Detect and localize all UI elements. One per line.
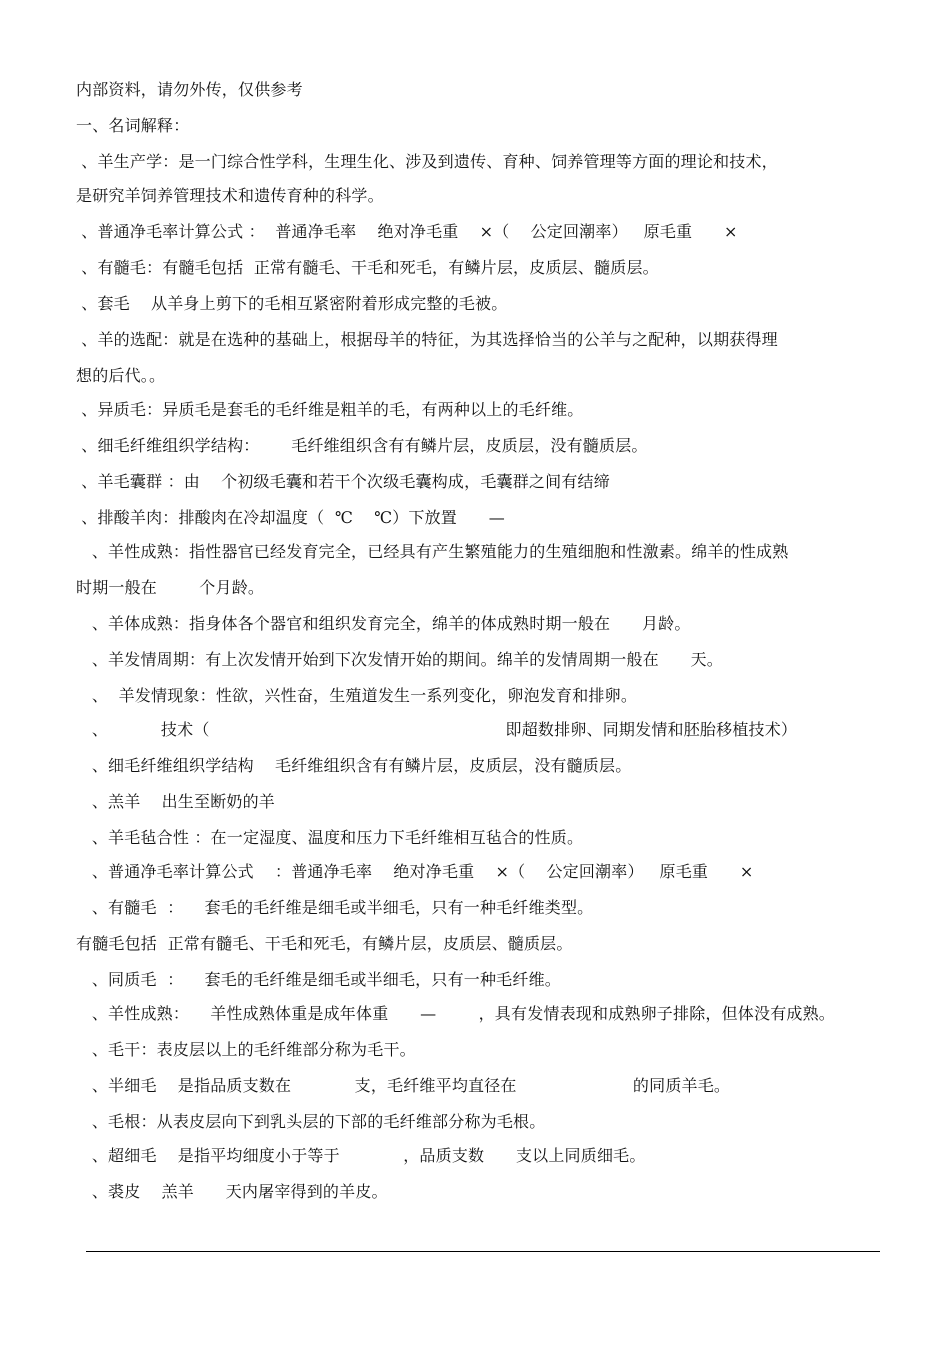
definition-line: 、同质毛 ： 套毛的毛纤维是细毛或半细毛，只有一种毛纤维。	[76, 970, 561, 989]
definition-line: 、羊毛囊群 ：由 个初级毛囊和若干个次级毛囊构成，毛囊群之间有结缔	[76, 472, 610, 491]
definition-line: 、羊性成熟：指性器官已经发育完全，已经具有产生繁殖能力的生殖细胞和性激素。绵羊的性成熟	[76, 542, 789, 561]
definition-line: 、有髓毛 ： 套毛的毛纤维是细毛或半细毛，只有一种毛纤维类型。	[76, 898, 594, 917]
definition-line: 、羊的选配：就是在选种的基础上，根据母羊的特征，为其选择恰当的公羊与之配种，以期获得理	[76, 330, 778, 349]
definition-line: 、羊体成熟：指身体各个器官和组织发育完全，绵羊的体成熟时期一般在 月龄。	[76, 614, 691, 633]
definition-line: 、超细毛 是指平均细度小于等于 ，品质支数 支以上同质细毛。	[76, 1146, 646, 1165]
definition-line: 、毛干：表皮层以上的毛纤维部分称为毛干。	[76, 1040, 416, 1059]
definition-line: 、套毛 从羊身上剪下的毛相互紧密附着形成完整的毛被。	[76, 294, 508, 313]
definition-line: 想的后代。。	[76, 366, 166, 385]
footer-rule	[86, 1251, 880, 1252]
definition-line: 有髓毛包括 正常有髓毛、干毛和死毛，有鳞片层，皮质层、髓质层。	[76, 934, 573, 953]
definition-line: 、裘皮 羔羊 天内屠宰得到的羊皮。	[76, 1182, 388, 1201]
definition-line: 是研究羊饲养管理技术和遗传育种的科学。	[76, 186, 384, 205]
definition-line: 、毛根：从表皮层向下到乳头层的下部的毛纤维部分称为毛根。	[76, 1112, 546, 1131]
definition-line: 、细毛纤维组织学结构： 毛纤维组织含有有鳞片层，皮质层，没有髓质层。	[76, 436, 648, 455]
section-heading: 一、名词解释：	[76, 116, 190, 135]
definition-line: 时期一般在 个月龄。	[76, 578, 265, 597]
definition-line: 、 技术（ 即超数排卵、同期发情和胚胎移植技术）	[76, 720, 798, 739]
definition-line: 、羊性成熟： 羊性成熟体重是成年体重 — ，具有发情表现和成熟卵子排除，但体没有成熟。	[76, 1004, 836, 1023]
definition-line: 、普通净毛率计算公式 ： 普通净毛率 绝对净毛重 ×（ 公定回潮率） 原毛重 ×	[76, 222, 738, 241]
definition-line: 、排酸羊肉：排酸肉在冷却温度（ ℃ ℃）下放置 —	[76, 508, 505, 527]
definition-line: 、半细毛 是指品质支数在 支，毛纤维平均直径在 的同质羊毛。	[76, 1076, 731, 1095]
definition-line: 、羔羊 出生至断奶的羊	[76, 792, 276, 811]
definition-line: 、细毛纤维组织学结构 毛纤维组织含有有鳞片层，皮质层，没有髓质层。	[76, 756, 632, 775]
header-note: 内部资料，请勿外传，仅供参考	[76, 80, 303, 99]
definition-line: 、 羊发情现象：性欲，兴性奋，生殖道发生一系列变化，卵泡发育和排卵。	[76, 686, 638, 705]
definition-line: 、普通净毛率计算公式 ：普通净毛率 绝对净毛重 ×（ 公定回潮率） 原毛重 ×	[76, 862, 754, 881]
definition-line: 、异质毛：异质毛是套毛的毛纤维是粗羊的毛，有两种以上的毛纤维。	[76, 400, 584, 419]
definition-line: 、羊发情周期：有上次发情开始到下次发情开始的期间。绵羊的发情周期一般在 天。	[76, 650, 723, 669]
definition-line: 、羊生产学：是一门综合性学科，生理生化、涉及到遗传、育种、饲养管理等方面的理论和技术，	[76, 152, 778, 171]
definition-line: 、羊毛毡合性 ：在一定湿度、温度和压力下毛纤维相互毡合的性质。	[76, 828, 584, 847]
definition-line: 、有髓毛：有髓毛包括 正常有髓毛、干毛和死毛，有鳞片层，皮质层、髓质层。	[76, 258, 659, 277]
